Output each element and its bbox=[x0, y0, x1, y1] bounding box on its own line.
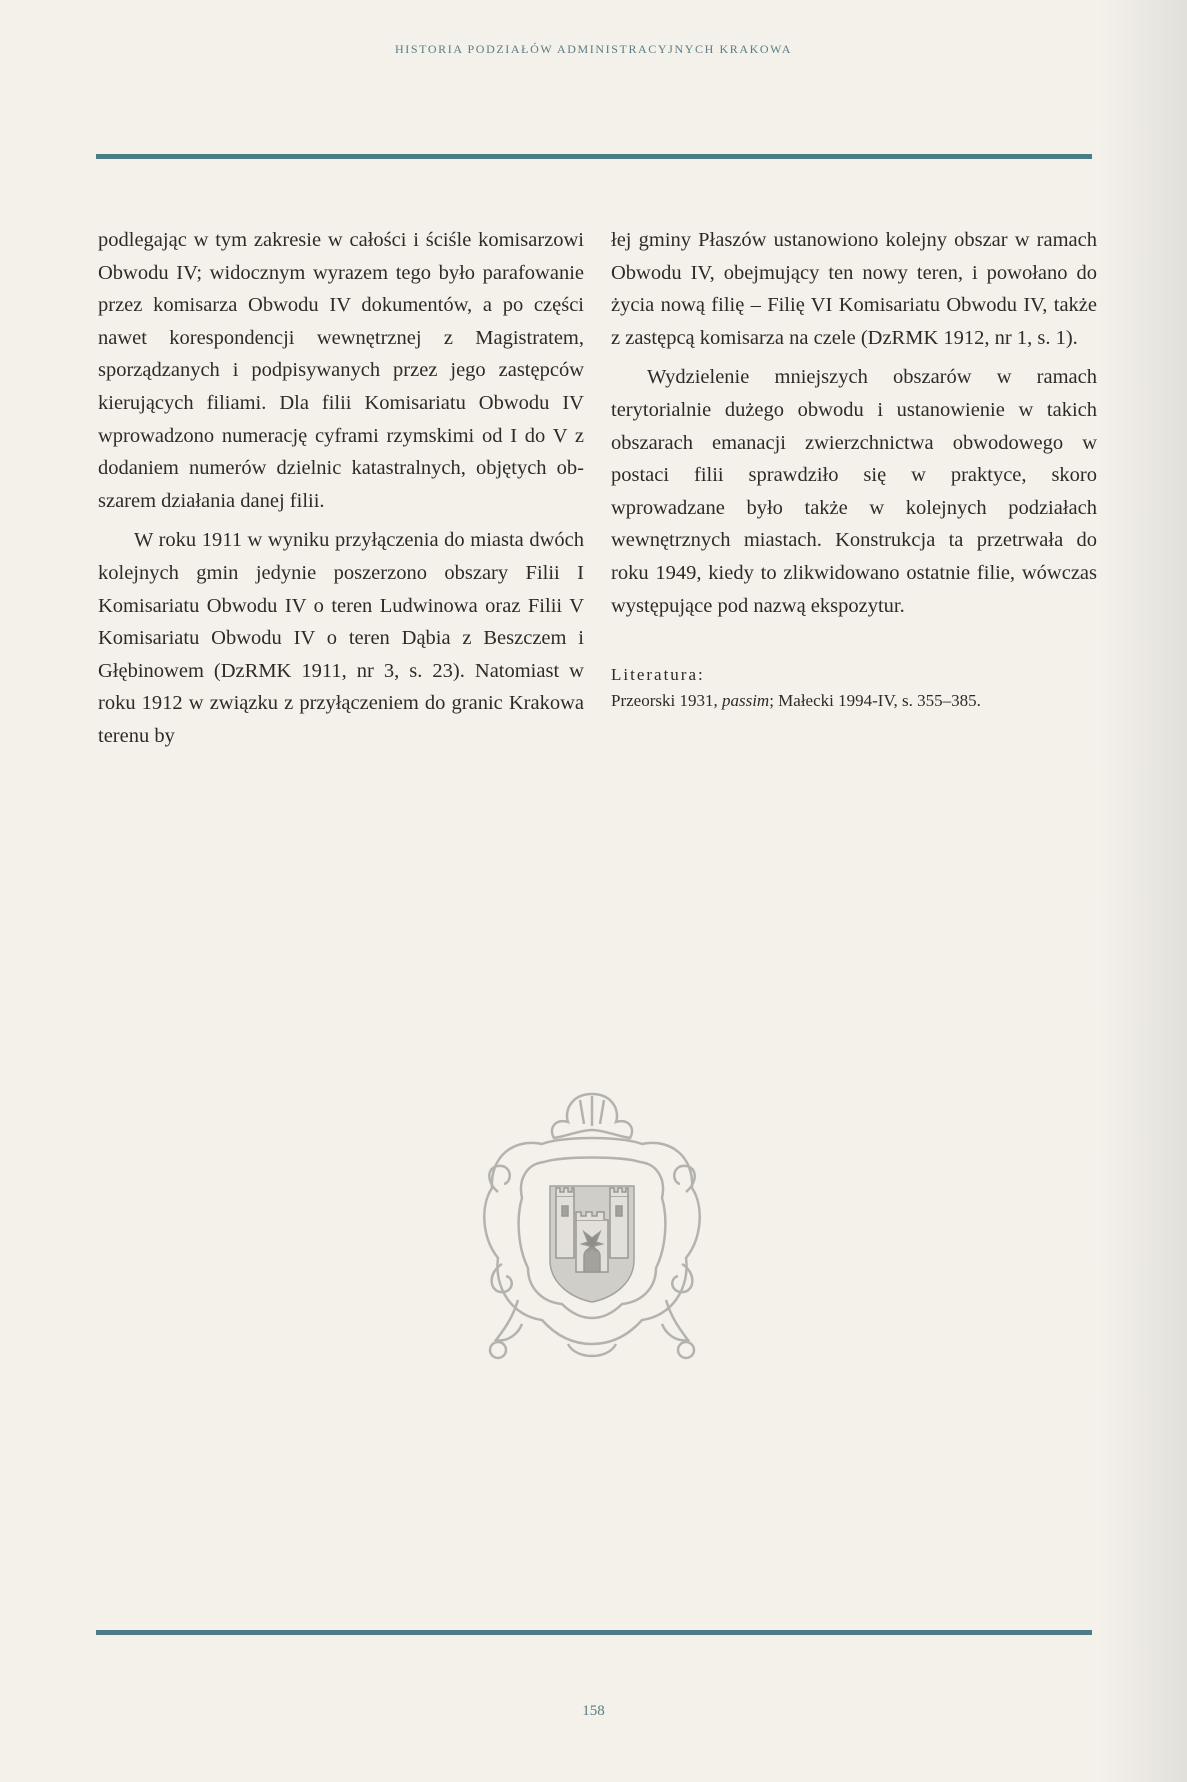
right-column bbox=[611, 224, 1097, 714]
right-paragraph-1: łej gminy Płaszów ustanowiono kolejny obszar w ramach Obwodu IV, obejmujący ten nowy teren, i powołano do życia nową filię – Filię VI Komisariatu Obwodu IV, także z zastępcą komisarza na czele (DzRMK 1912, nr 1, s. 1). bbox=[611, 229, 1097, 349]
running-head: HISTORIA PODZIAŁÓW ADMINISTRACYJNYCH KRAKOWA bbox=[395, 42, 792, 56]
right-paragraph-2: Wydzielenie mniejszych obszarów w ramach terytorialnie dużego obwodu i ustanowienie w takich obszarach emanacji zwierzchnictwa obwodowego w postaci filii sprawdziło się w praktyce, skoro wprowadzane było także w kolejnych podziałach wewnętrznych miastach. Konstrukcja ta przetrwała do roku 1949, kiedy to zlikwidowano ostatnie filie, wówczas występujące pod nazwą ekspozytur. bbox=[611, 366, 1097, 617]
literature-citation bbox=[611, 688, 1097, 714]
left-column bbox=[98, 224, 584, 753]
page-gutter-shadow bbox=[1097, 0, 1187, 1782]
page-number: 158 bbox=[582, 1703, 605, 1719]
literature-passim: passim bbox=[721, 691, 770, 711]
top-rule bbox=[96, 154, 1092, 159]
krakow-coat-of-arms-icon bbox=[472, 1088, 712, 1370]
literature-rest: ; Małecki 1994-IV, s. 355–385. bbox=[769, 691, 981, 711]
literature-prefix: Przeorski 1931, bbox=[611, 691, 722, 711]
bottom-rule bbox=[96, 1630, 1092, 1635]
left-paragraph-2: W roku 1911 w wyniku przyłączenia do miasta dwóch kolejnych gmin jedynie poszerzono obszary Filii I Komisariatu Obwodu IV o teren Ludwinowa oraz Filii V Komisariatu Obwodu IV o teren Dąbia z Beszczem i Głębinowem (DzRMK 1911, nr 3, s. 23). Natomiast w roku 1912 w związku z przyłączeniem do granic Krakowa terenu by bbox=[98, 529, 584, 747]
literature-section bbox=[611, 662, 1097, 714]
left-paragraph-1: podlegając w tym zakresie w całości i ściśle komisarzowi Obwodu IV; widocznym wyrazem tego było parafowanie przez komisarza Obwodu IV dokumentów, a po części nawet korespondencji wewnętrznej z Magistratem, sporządzanych i podpisywanych przez jego zastępców kierujących filiami. Dla filii Komisariatu Obwodu IV wprowadzono numerację cyframi rzymskimi od I do V z dodaniem numerów dzielnic katastralnych, objętych obszarem działania danej filii. bbox=[98, 229, 584, 512]
literature-label: Literatura: bbox=[611, 665, 705, 685]
